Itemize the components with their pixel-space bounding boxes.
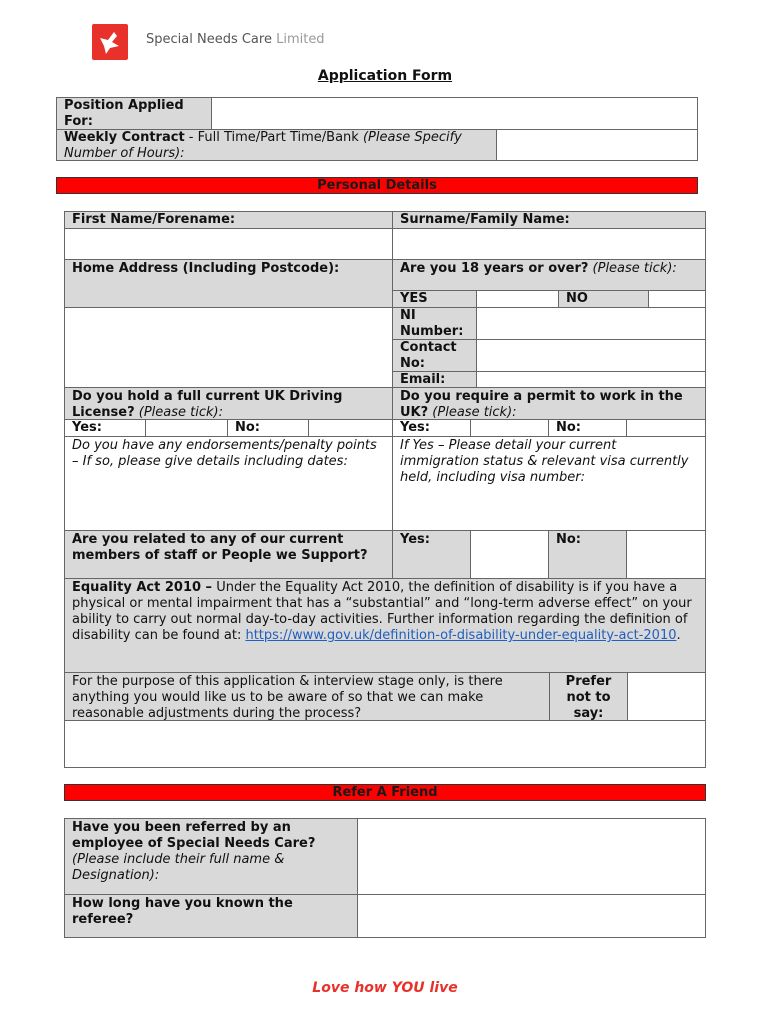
permit-no-label: No: [548,419,627,437]
endorsements-field[interactable]: Do you have any endorsements/penalty points – If so, please give details including dates: [64,436,393,531]
referred-by-question: Have you been referred by an employee of Special Needs Care? (Please include their full name & Designation): [64,818,358,895]
contact-number-label: Contact No: [392,339,477,372]
immigration-status-field[interactable]: If Yes – Please detail your current immigration status & relevant visa currently held, including visa number: [392,436,706,531]
permit-yes-label: Yes: [392,419,471,437]
personal-details-header: Personal Details [56,177,698,194]
weekly-contract-label: Weekly Contract - Full Time/Part Time/Bank (Please Specify Number of Hours): [56,129,497,161]
surname-label: Surname/Family Name: [392,211,706,229]
weekly-contract-field[interactable] [496,129,698,161]
driving-yes-label: Yes: [64,419,146,437]
age-yes-label: YES [392,290,477,308]
company-name: Special Needs Care Limited [146,32,325,47]
prefer-not-to-say-label: Prefer not to say: [549,672,628,721]
ni-number-label: NI Number: [392,307,477,340]
first-name-field[interactable] [64,228,393,260]
disability-definition-link[interactable]: https://www.gov.uk/definition-of-disability-under-equality-act-2010 [245,628,677,643]
surname-field[interactable] [392,228,706,260]
driving-no-checkbox[interactable] [308,419,393,437]
home-address-label: Home Address (Including Postcode): [64,259,393,308]
driving-license-question: Do you hold a full current UK Driving License? (Please tick): [64,387,393,420]
related-no-checkbox[interactable] [626,530,706,579]
related-yes-checkbox[interactable] [470,530,549,579]
age-question: Are you 18 years or over? (Please tick): [392,259,706,291]
permit-yes-checkbox[interactable] [470,419,549,437]
age-yes-checkbox[interactable] [476,290,559,308]
first-name-label: First Name/Forename: [64,211,393,229]
ni-number-field[interactable] [476,307,706,340]
related-staff-question: Are you related to any of our current members of staff or People we Support? [64,530,393,579]
related-no-label: No: [548,530,627,579]
position-applied-field[interactable] [211,97,698,130]
equality-act-notice: Equality Act 2010 – Under the Equality Act 2010, the definition of disability is if you have a physical or mental impairment that has a “substantial” and “long-term adverse effect” on your ability to carry out normal day-to-day activities. Further information regarding the definition of disability can be found at: https://www.gov.uk/definition-of-disability-under-equality-act-2010. [64,578,706,673]
refer-a-friend-header: Refer A Friend [64,784,706,801]
reasonable-adjustments-question: For the purpose of this application & interview stage only, is there anything you would like us to be aware of so that we can make reasonable adjustments during the process? [64,672,550,721]
known-referee-question: How long have you known the referee? [64,894,358,938]
footer-tagline: Love how YOU live [312,980,458,996]
page-title: Application Form [317,68,453,84]
email-label: Email: [392,371,477,389]
contact-number-field[interactable] [476,339,706,372]
age-no-label: NO [558,290,649,308]
referred-by-field[interactable] [357,818,706,895]
driving-yes-checkbox[interactable] [145,419,228,437]
work-permit-question: Do you require a permit to work in the UK? (Please tick): [392,387,706,420]
position-applied-label: Position Applied For: [56,97,212,130]
known-referee-field[interactable] [357,894,706,938]
home-address-field[interactable] [64,307,393,388]
permit-no-checkbox[interactable] [626,419,706,437]
bird-logo-icon [92,24,128,60]
prefer-not-to-say-checkbox[interactable] [627,672,706,721]
reasonable-adjustments-field[interactable] [64,720,706,768]
age-no-checkbox[interactable] [648,290,706,308]
related-yes-label: Yes: [392,530,471,579]
driving-no-label: No: [227,419,309,437]
